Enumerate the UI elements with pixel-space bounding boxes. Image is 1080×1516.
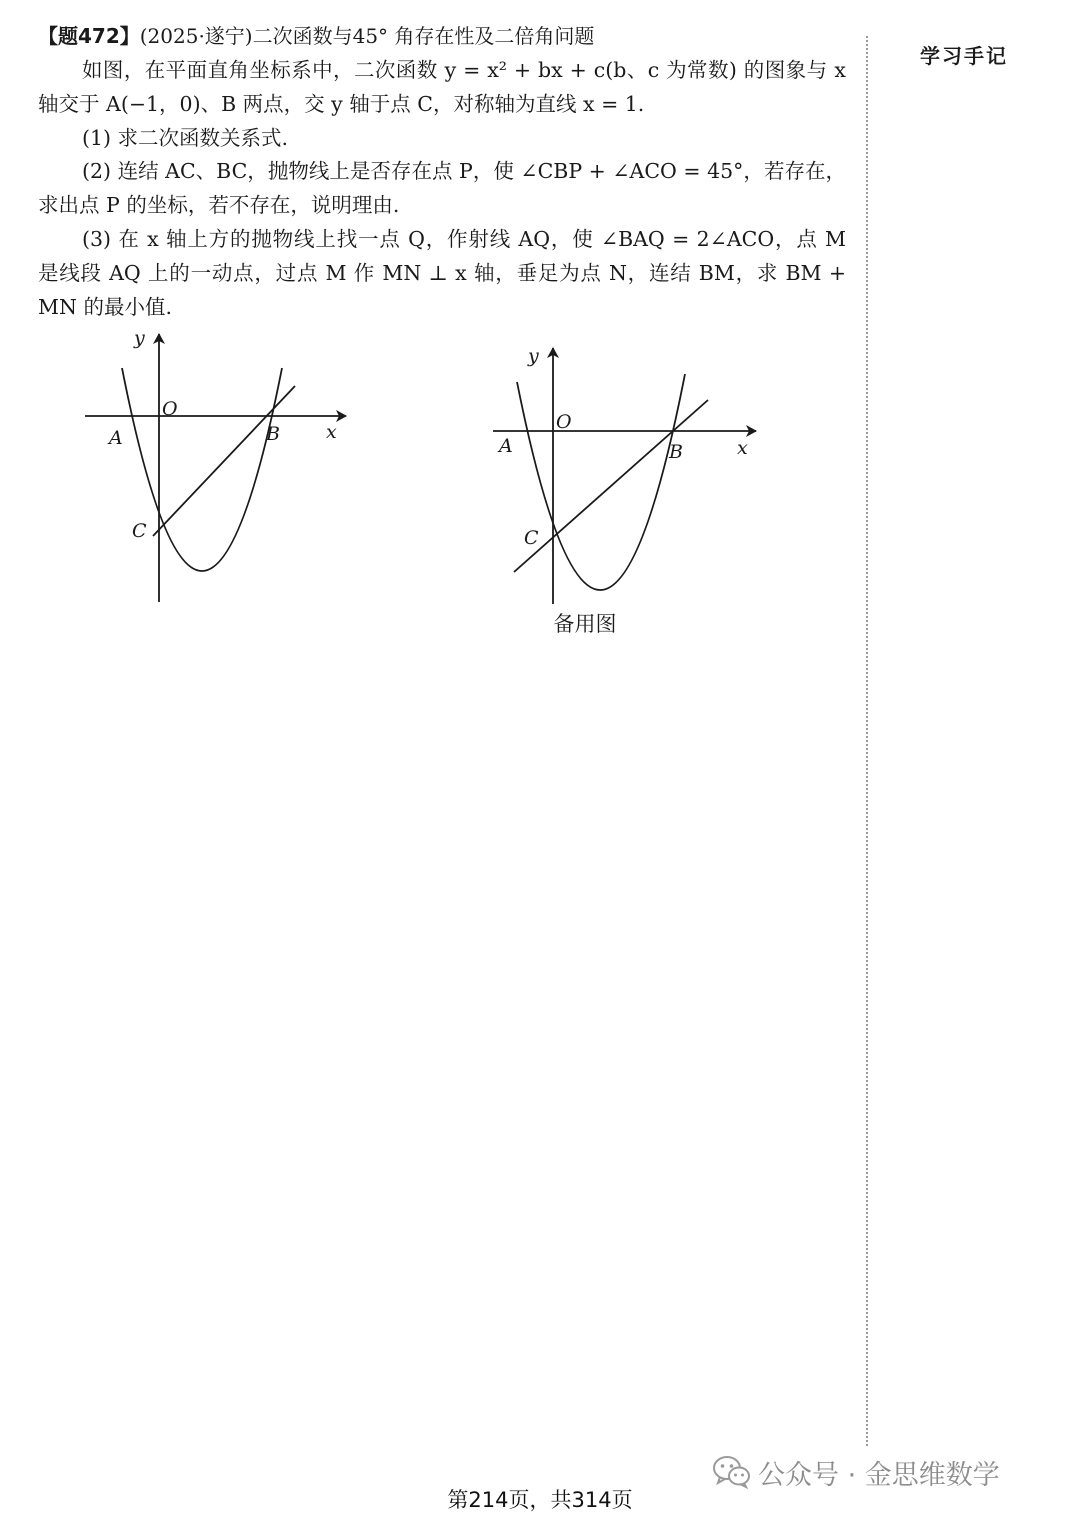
label-b: B [266, 423, 280, 445]
figure-backup [490, 342, 770, 610]
problem-title [38, 22, 858, 50]
watermark-text: 公众号 · 金思维数学 [758, 1459, 1000, 1491]
question-part-3: (3) 在 x 轴上方的抛物线上找一点 Q，作射线 AQ，使 ∠BAQ = 2∠ACO，点 M 是线段 AQ 上的一动点，过点 M 作 MN ⊥ x 轴，垂足为点 N，连结 BM，求 BM + MN 的最小值. [38, 226, 846, 319]
label-c: C [132, 520, 147, 542]
study-notes-label: 学习手记 [920, 44, 1008, 68]
label-y: y [134, 327, 145, 349]
label-b: B [669, 441, 683, 463]
label-y: y [528, 345, 539, 367]
label-o: O [162, 398, 178, 420]
label-x: x [737, 437, 748, 459]
margin-divider [866, 36, 868, 1446]
label-a: A [109, 427, 123, 449]
label-a: A [499, 435, 513, 457]
line-bc [514, 400, 708, 572]
parabola-curve [517, 374, 685, 590]
figure-main [80, 326, 360, 610]
label-c: C [524, 527, 539, 549]
backup-figure-caption: 备用图 [553, 612, 617, 636]
question-part-2: (2) 连结 AC、BC，抛物线上是否存在点 P，使 ∠CBP + ∠ACO = 45°，若存在，求出点 P 的坐标，若不存在，说明理由. [38, 159, 846, 218]
problem-heading: (2025·遂宁)二次函数与45° 角存在性及二倍角问题 [139, 24, 595, 48]
page-number: 第214页，共314页 [447, 1488, 633, 1512]
label-x: x [326, 421, 337, 443]
problem-body [38, 54, 846, 324]
question-part-1: (1) 求二次函数关系式. [82, 125, 289, 150]
label-o: O [556, 411, 572, 433]
problem-intro: 如图，在平面直角坐标系中，二次函数 y = x² + bx + c(b、c 为常数) 的图象与 x 轴交于 A(−1，0)、B 两点，交 y 轴于点 C，对称轴为直线 x = 1. [38, 58, 846, 116]
problem-number-tag: 【题472】 [38, 24, 140, 48]
